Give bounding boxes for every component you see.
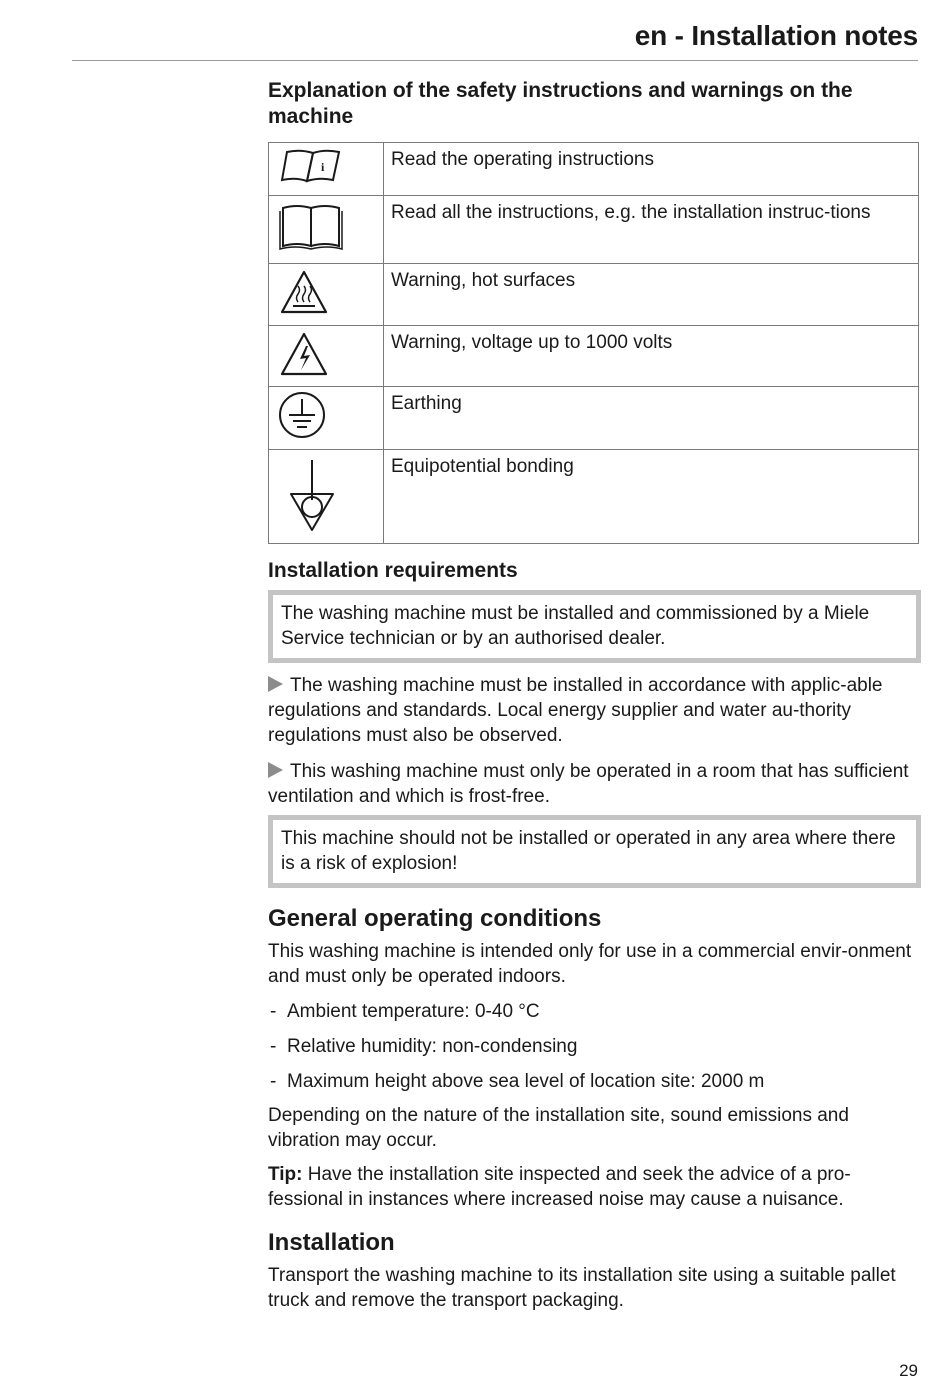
symbol-description: Read all the instructions, e.g. the installation instruc-tions <box>384 196 919 264</box>
tip-text: Have the installation site inspected and seek the advice of a pro-fessional in instances where increased noise may cause a nuisance. <box>268 1164 851 1210</box>
tip-label: Tip: <box>268 1164 303 1185</box>
icon-cell <box>269 387 384 450</box>
bullet-paragraph <box>268 673 918 748</box>
safety-symbols-table <box>268 142 919 544</box>
table-row <box>269 196 919 264</box>
high-voltage-warning-icon <box>269 326 349 382</box>
read-instructions-icon <box>269 143 349 187</box>
svg-text:i: i <box>321 160 325 174</box>
list-item: - Ambient temperature: 0-40 °C <box>268 999 918 1024</box>
bullet-text: The washing machine must be installed in accordance with applic-able regulations and standards. Local energy supplier and water au-thority regulations must also be observed. <box>268 675 883 746</box>
symbol-description: Read the operating instructions <box>384 143 919 196</box>
list-item: - Maximum height above sea level of location site: 2000 m <box>268 1069 918 1094</box>
symbol-description: Earthing <box>384 387 919 450</box>
table-row <box>269 143 919 196</box>
notice-box <box>268 590 921 663</box>
safety-heading: Explanation of the safety instructions and warnings on the machine <box>268 79 853 128</box>
conditions-note: Depending on the nature of the installation site, sound emissions and vibration may occur. <box>268 1105 849 1151</box>
installation-heading: Installation <box>268 1229 395 1256</box>
page-content <box>268 78 918 1313</box>
triangle-bullet-icon <box>268 762 283 778</box>
requirements-heading: Installation requirements <box>268 559 518 582</box>
page-number: 29 <box>899 1361 918 1380</box>
icon-cell <box>269 450 384 544</box>
earthing-icon <box>269 387 349 445</box>
equipotential-bonding-icon <box>269 450 349 540</box>
conditions-intro: This washing machine is intended only for use in a commercial envir-onment and must only be operated indoors. <box>268 941 912 987</box>
header-divider <box>72 60 918 61</box>
symbol-description: Warning, hot surfaces <box>384 264 919 326</box>
triangle-bullet-icon <box>268 676 283 692</box>
page-header-title: en - Installation notes <box>634 20 918 51</box>
icon-cell <box>269 143 384 196</box>
table-row <box>269 387 919 450</box>
symbol-description: Equipotential bonding <box>384 450 919 544</box>
icon-cell <box>269 264 384 326</box>
explosion-warning-box <box>268 815 921 888</box>
open-book-icon <box>269 196 349 256</box>
installation-text: Transport the washing machine to its installation site using a suitable pallet truck and remove the transport packaging. <box>268 1265 896 1311</box>
bullet-text: This washing machine must only be operated in a room that has sufficient ventilation and which is frost-free. <box>268 761 909 807</box>
bullet-paragraph <box>268 759 918 809</box>
notice-text: This machine should not be installed or operated in any area where there is a risk of explosion! <box>281 828 896 874</box>
conditions-list <box>268 999 918 1094</box>
icon-cell <box>269 196 384 264</box>
conditions-heading: General operating conditions <box>268 905 602 932</box>
table-row <box>269 264 919 326</box>
tip-paragraph <box>268 1162 918 1212</box>
table-row <box>269 326 919 387</box>
list-item: - Relative humidity: non-condensing <box>268 1034 918 1059</box>
symbol-description: Warning, voltage up to 1000 volts <box>384 326 919 387</box>
notice-text: The washing machine must be installed and commissioned by a Miele Service technician or by an authorised dealer. <box>281 603 870 649</box>
hot-surface-warning-icon <box>269 264 349 320</box>
table-row <box>269 450 919 544</box>
icon-cell <box>269 326 384 387</box>
